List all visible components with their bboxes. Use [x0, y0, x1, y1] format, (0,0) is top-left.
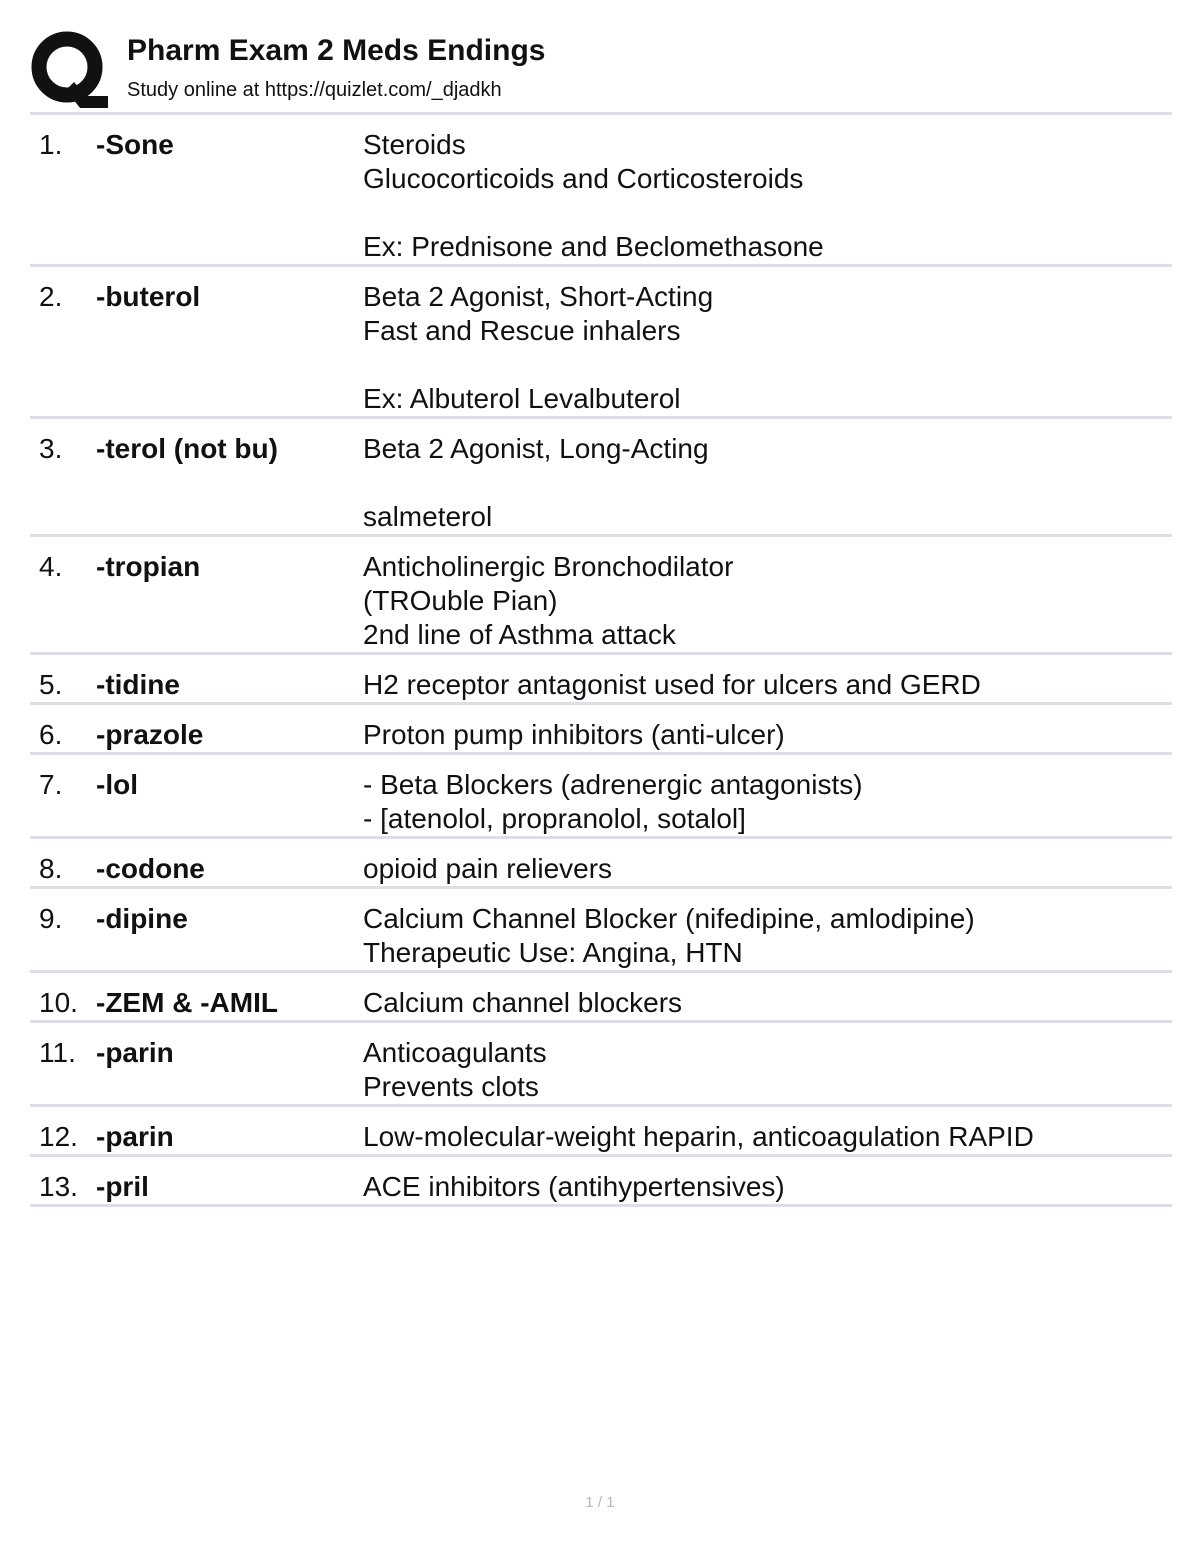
- card-term: -parin: [96, 1037, 174, 1068]
- flashcard-row: [30, 1107, 1172, 1157]
- card-definition: ACE inhibitors (antihypertensives): [363, 1171, 785, 1202]
- card-number: 4.: [39, 551, 63, 582]
- flashcard-row: [30, 889, 1172, 973]
- card-number: 3.: [39, 433, 63, 464]
- flashcard-row: [30, 537, 1172, 655]
- card-term: -codone: [96, 853, 205, 884]
- card-number: 8.: [39, 853, 63, 884]
- card-term: -pril: [96, 1171, 149, 1202]
- card-definition: Beta 2 Agonist, Long-Acting salmeterol: [363, 433, 709, 532]
- card-number: 10.: [39, 987, 78, 1018]
- card-number: 11.: [39, 1037, 76, 1068]
- card-number: 1.: [39, 129, 63, 160]
- study-online-link[interactable]: Study online at https://quizlet.com/_djadkh: [127, 79, 502, 101]
- flashcard-row: [30, 267, 1172, 419]
- card-definition: H2 receptor antagonist used for ulcers and GERD: [363, 669, 981, 700]
- card-term: -Sone: [96, 129, 174, 160]
- card-term: -ZEM & -AMIL: [96, 987, 278, 1018]
- card-number: 12.: [39, 1121, 78, 1152]
- card-number: 5.: [39, 669, 63, 700]
- card-number: 13.: [39, 1171, 78, 1202]
- card-definition: Proton pump inhibitors (anti-ulcer): [363, 719, 785, 750]
- flashcard-row: [30, 973, 1172, 1023]
- card-number: 9.: [39, 903, 63, 934]
- card-term: -tidine: [96, 669, 180, 700]
- card-definition: opioid pain relievers: [363, 853, 613, 884]
- card-term: -dipine: [96, 903, 188, 934]
- card-number: 6.: [39, 719, 63, 750]
- card-term: -tropian: [96, 551, 201, 582]
- flashcard-row: [30, 115, 1172, 267]
- page-indicator: 1 / 1: [585, 1494, 615, 1511]
- flashcard-row: [30, 655, 1172, 705]
- card-definition: Anticholinergic Bronchodilator (TROuble Pian) 2nd line of Asthma attack: [363, 551, 734, 650]
- card-definition: Calcium Channel Blocker (nifedipine, amlodipine) Therapeutic Use: Angina, HTN: [363, 903, 975, 968]
- flashcard-row: [30, 1157, 1172, 1207]
- flashcard-row: [30, 839, 1172, 889]
- card-definition: - Beta Blockers (adrenergic antagonists) - [atenolol, propranolol, sotalol]: [363, 769, 863, 834]
- flashcard-row: [30, 419, 1172, 537]
- card-term: -prazole: [96, 719, 204, 750]
- flashcard-row: [30, 705, 1172, 755]
- flashcard-row: [30, 1023, 1172, 1107]
- card-term: -parin: [96, 1121, 174, 1152]
- flashcard-list: [30, 112, 1172, 1207]
- card-definition: Calcium channel blockers: [363, 987, 683, 1018]
- document-header: [30, 28, 1172, 112]
- card-definition: Anticoagulants Prevents clots: [363, 1037, 547, 1102]
- flashcard-row: [30, 755, 1172, 839]
- card-term: -terol (not bu): [96, 433, 278, 464]
- card-definition: Low-molecular-weight heparin, anticoagulation RAPID: [363, 1121, 1034, 1152]
- document-title: Pharm Exam 2 Meds Endings: [127, 34, 546, 67]
- card-term: -lol: [96, 769, 138, 800]
- card-term: -buterol: [96, 281, 201, 312]
- card-number: 2.: [39, 281, 63, 312]
- card-definition: Beta 2 Agonist, Short-Acting Fast and Rescue inhalers Ex: Albuterol Levalbuterol: [363, 281, 714, 414]
- card-number: 7.: [39, 769, 63, 800]
- quizlet-q-logo-icon: [30, 30, 108, 108]
- card-definition: Steroids Glucocorticoids and Corticosteroids Ex: Prednisone and Beclomethasone: [363, 129, 824, 262]
